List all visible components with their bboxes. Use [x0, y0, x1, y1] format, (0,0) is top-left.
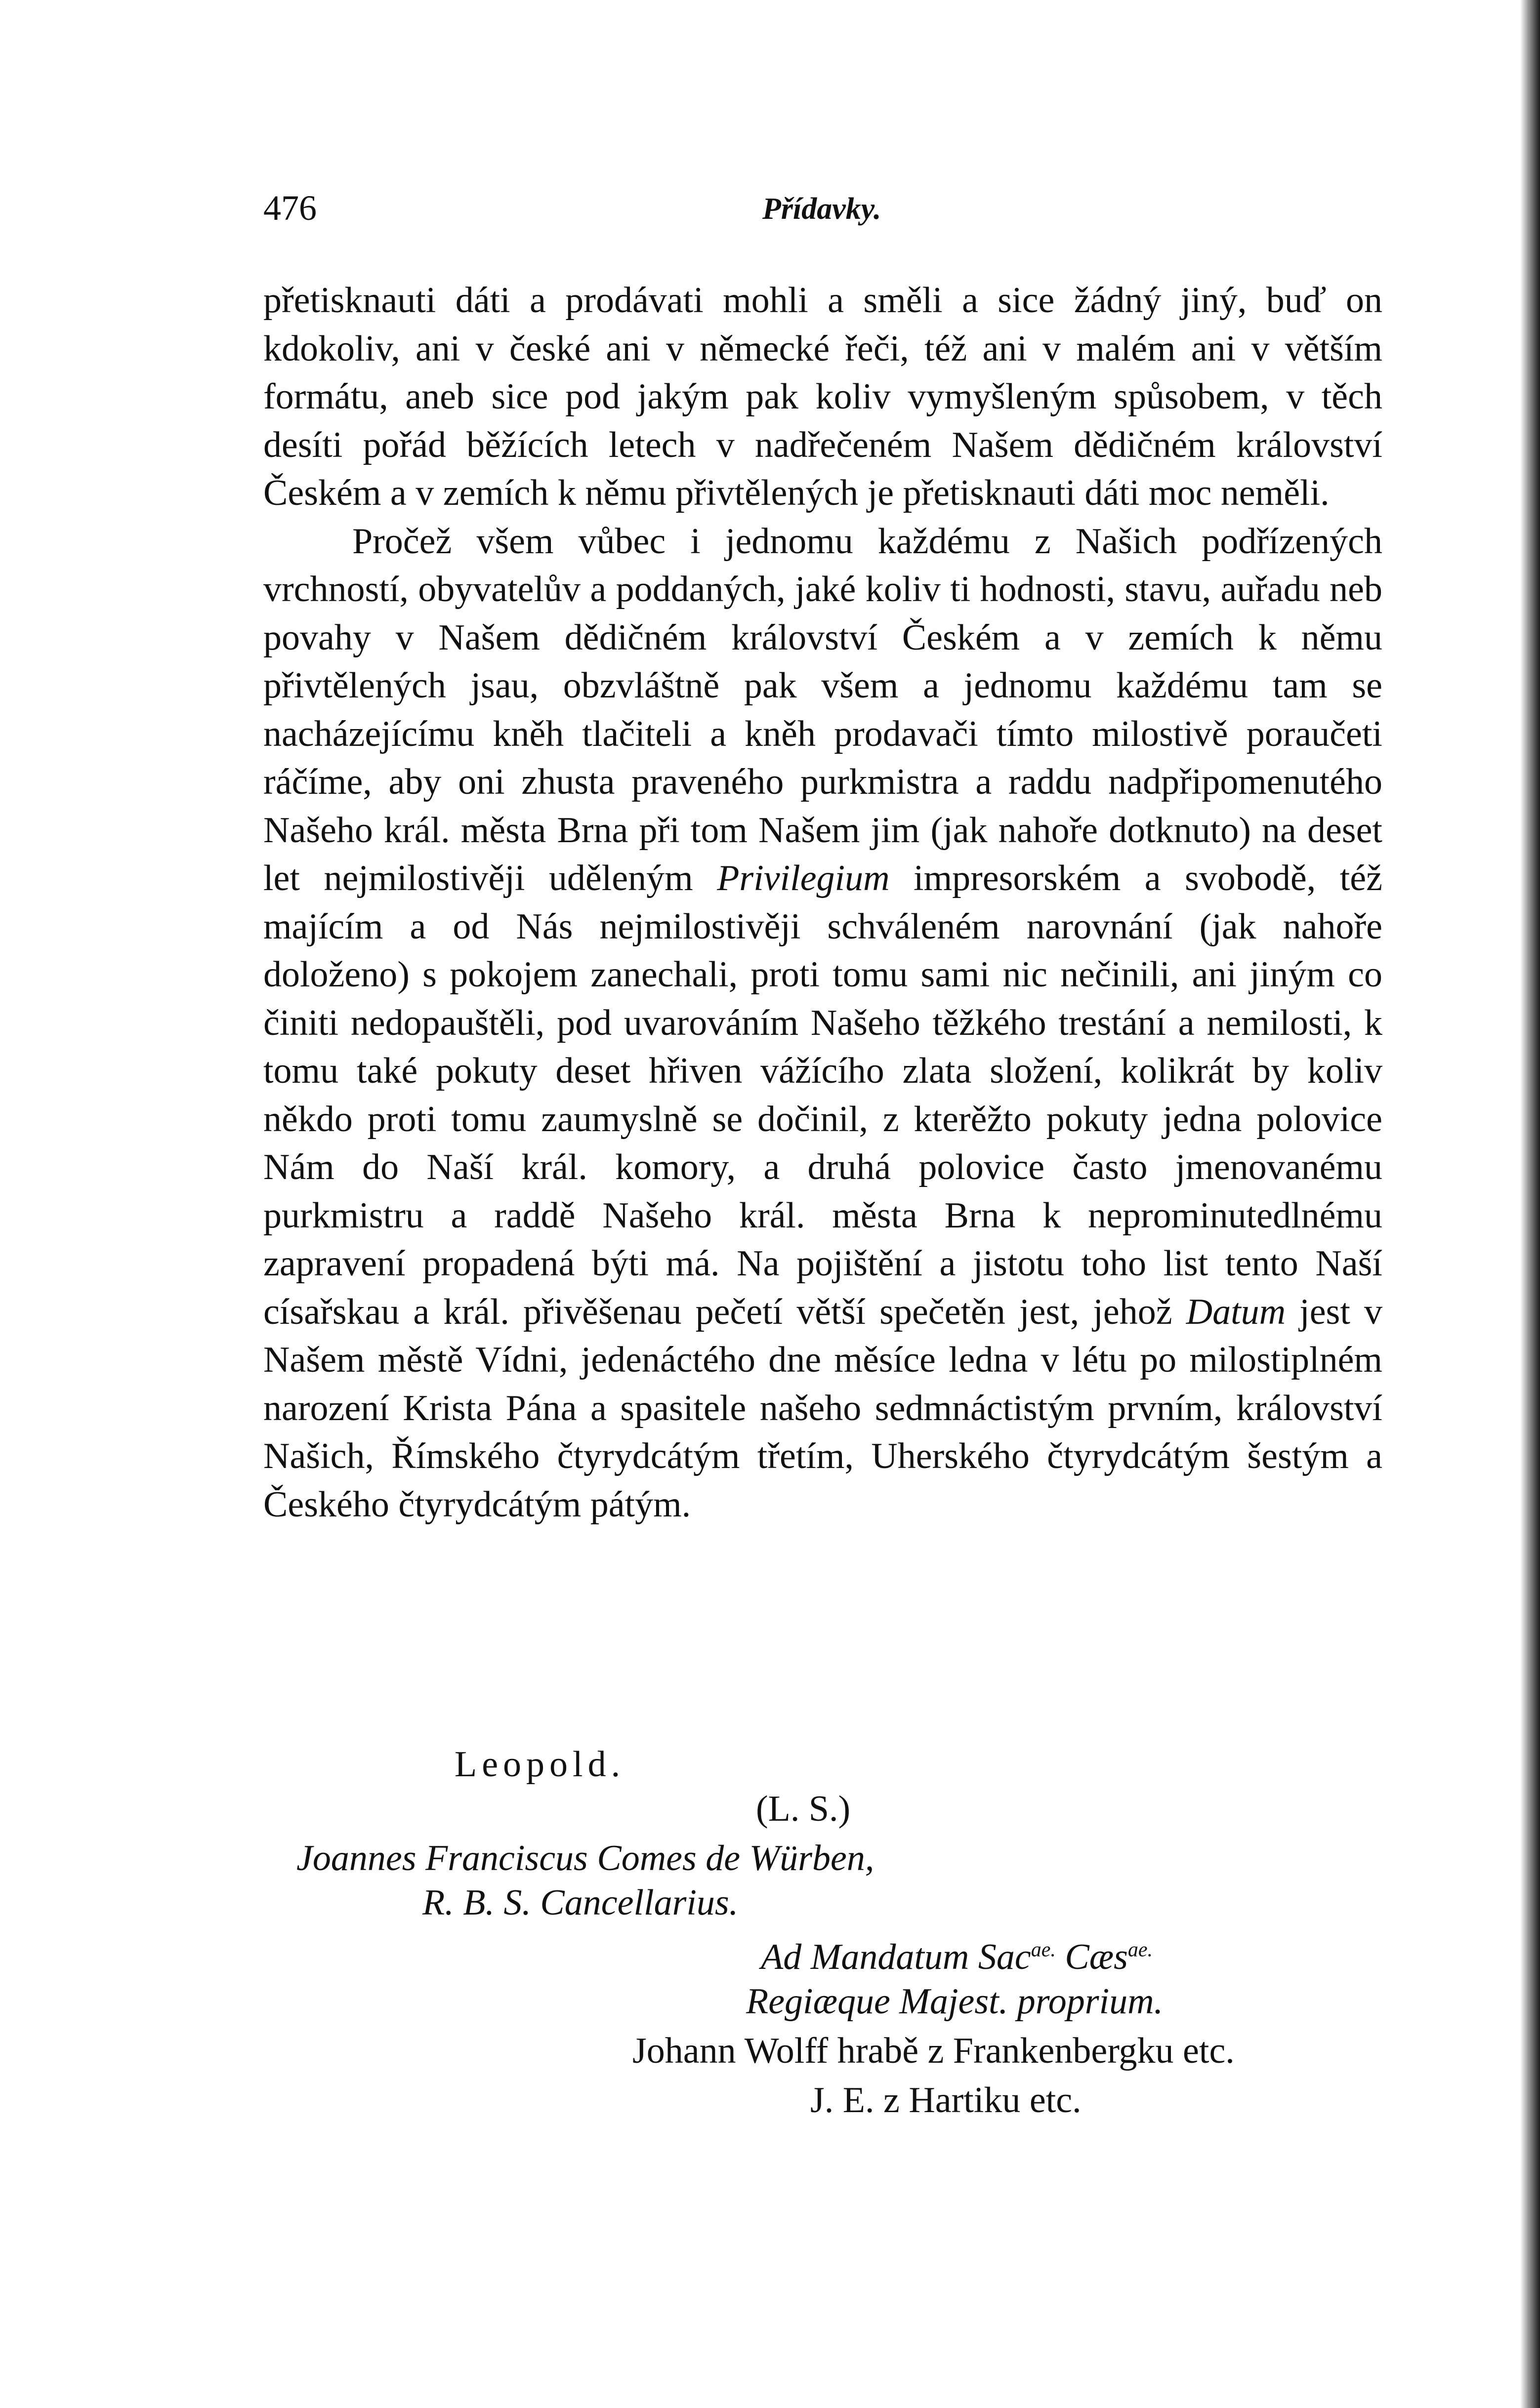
mandate-superscript-1: ae.	[1031, 1938, 1056, 1961]
italic-datum: Datum	[1186, 1291, 1286, 1332]
mandate-superscript-2: ae.	[1127, 1938, 1153, 1961]
mandate-prefix: Ad Mandatum Sac	[761, 1937, 1031, 1977]
seal-mark: (L. S.)	[756, 1789, 851, 1829]
mandate-line-1	[761, 1936, 1153, 1978]
mandate-mid: Cæs	[1055, 1937, 1128, 1977]
italic-privilegium: Privilegium	[717, 858, 890, 898]
page-number: 476	[263, 188, 317, 228]
countersign-wolff: Johann Wolff hrabě z Frankenbergku etc.	[632, 2031, 1235, 2071]
mandate-line-2: Regiæque Majest. proprium.	[746, 1981, 1164, 2022]
paragraph-main-part1: Pročež všem vůbec i jednomu každému z Našich podřízených vrchností, obyvatelův a poddaných, jaké koliv ti hodnosti, stavu, auřadu neb povahy v Našem dědičném království Českém a v zemích k němu přivtělených jsau, obzvláštně pak všem a jednomu každému tam se nacházejícímu kněh tlačiteli a kněh prodavači tímto milostivě poraučeti ráčíme, aby oni zhusta praveného purkmistra a raddu nadpřipomenutého Našeho král. města Brna při tom Našem jim (jak nahoře dotknuto) na deset let nejmilostivěji uděleným	[263, 521, 1382, 898]
body-text	[263, 277, 1382, 1529]
signature-leopold: Leopold.	[455, 1744, 625, 1785]
page-edge-shadow	[1520, 0, 1540, 2408]
chancellor-line-1: Joannes Franciscus Comes de Würben,	[296, 1838, 874, 1878]
paragraph-continuation: přetisknauti dáti a prodávati mohli a směli a sice žádný jiný, buď on kdokoliv, ani v české ani v německé řeči, též ani v malém ani v větším formátu, aneb sice pod jakým pak koliv vymyšleným spůsobem, v těch desíti pořád běžících letech v nadřečeném Našem dědičném království Českém a v zemích k němu přivtělených je přetisknauti dáti moc neměli.	[263, 280, 1382, 513]
paragraph-main-part2: impresorském a svobodě, též majícím a od Nás nejmilostivěji schváleném narovnání (jak nahoře doloženo) s pokojem zanechali, proti tomu sami nic nečinili, ani jiným co činiti nedopauštěli, pod uvarováním Našeho těžkého trestání a nemilosti, k tomu také pokuty deset hřiven vážícího zlata složení, kolikrát by koliv někdo proti tomu zaumyslně se dočinil, z kterěžto pokuty jedna polovice Nám do Naší král. komory, a druhá polovice často jmenovanému purkmistru a raddě Našeho král. města Brna k neprominutedlnému zapravení propadená býti má. Na pojištění a jistotu toho list tento Naší císařskau a král. přivěšenau pečetí větší spečetěn jest, jehož	[263, 858, 1382, 1332]
chancellor-line-2: R. B. S. Cancellarius.	[422, 1882, 739, 1923]
paragraph-main-part3: jest v Našem městě Vídni, jedenáctého dne měsíce ledna v létu po milostiplném narození Krista Pána a spasitele našeho sedmnáctistým prvním, království Našich, Římského čtyrydcátým třetím, Uherského čtyrydcátým šestým a Českého čtyrydcátým pátým.	[263, 1291, 1382, 1525]
paragraph-main	[263, 518, 1382, 1529]
page-header	[263, 188, 1370, 242]
running-title: Přídavky.	[762, 192, 881, 226]
countersign-hartik: J. E. z Hartiku etc.	[810, 2080, 1082, 2121]
